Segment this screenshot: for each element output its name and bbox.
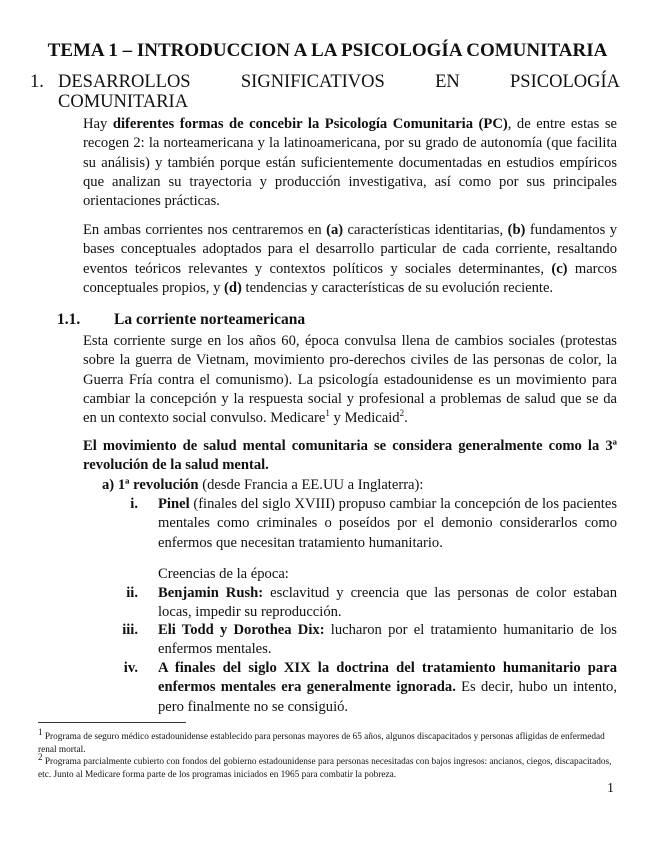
text: . xyxy=(404,410,408,427)
beliefs-label: Creencias de la época: xyxy=(158,566,289,582)
list-marker: ii. xyxy=(126,585,138,601)
text: En ambas corrientes nos centraremos en xyxy=(83,222,327,238)
footnote-ref[interactable]: 2 xyxy=(399,408,405,419)
section-number: 1. xyxy=(30,72,44,92)
footnote-text: Programa de seguro médico estadounidense establecido para personas mayores de 65 años, algunos discapacitados y personas afligidas de enfermedad renal mortal. xyxy=(38,732,605,755)
bold-text: Pinel xyxy=(158,496,190,512)
footnote-1 xyxy=(38,726,618,756)
document-title: TEMA 1 – INTRODUCCION A LA PSICOLOGÍA COMUNITARIA xyxy=(47,40,608,61)
list-item-iii xyxy=(122,621,617,660)
list-marker: iv. xyxy=(123,660,138,676)
list-marker: a) xyxy=(102,477,115,493)
text: lucharon por el tratamiento humanitario de los enfermos mentales. xyxy=(158,622,617,658)
footnote-number: 1 xyxy=(38,726,43,737)
bold-text: 1ª revolución xyxy=(117,477,199,493)
text: Es decir, hubo un intento, pero finalmente no se consiguió. xyxy=(158,679,618,715)
footnote-number: 2 xyxy=(38,751,43,762)
bold-text: (c) xyxy=(551,260,568,277)
text: (desde Francia a EE.UU a Inglaterra): xyxy=(198,477,424,493)
bold-text: A finales del siglo XIX la doctrina del tratamiento humanitario para enfermos mentales era generalmente ignorada. xyxy=(158,660,617,696)
text: tendencias y características de su evolución reciente. xyxy=(241,279,554,296)
text: y Medicaid xyxy=(329,410,400,427)
paragraph-intro xyxy=(83,115,617,211)
text: características identitarias, xyxy=(343,222,508,238)
list-marker: iii. xyxy=(122,622,138,638)
text: Esta corriente surge en los años 60, época convulsa llena de cambios sociales (protestas sobre la guerra de Vietnam, movimiento pro-derechos civiles de las personas de color, la Guerra Fría contra el comunismo). La psicología estadounidense es un movimiento para cambiar la concepción y la respuesta social y profesional a problemas de salud que se da en un contexto social convulso. Medicare xyxy=(83,333,617,427)
bold-text: (b) xyxy=(507,222,526,238)
paragraph-third-revolution: El movimiento de salud mental comunitaria se considera generalmente como la 3ª revolución de la salud mental. xyxy=(83,438,617,474)
bold-text: Benjamin Rush: xyxy=(158,585,264,601)
text: Hay xyxy=(83,116,113,132)
list-item-i xyxy=(130,495,617,553)
footnote-separator xyxy=(38,722,186,723)
bold-text: Eli Todd y Dorothea Dix: xyxy=(158,622,325,638)
section-1-1-heading xyxy=(57,311,306,329)
page-number: 1 xyxy=(607,781,614,796)
text: marcos conceptuales propios, y xyxy=(83,260,617,296)
text: esclavitud y creencia que las personas de color estaban locas, impedir su reproducción. xyxy=(158,585,617,621)
bold-text: (d) xyxy=(224,279,242,296)
list-item-ii xyxy=(126,584,617,623)
list-item-a xyxy=(102,476,617,495)
paragraph-north-american xyxy=(83,332,617,428)
footnote-2 xyxy=(38,751,618,781)
text: , de entre estas se recogen 2: la norteamericana y la latinoamericana, por su grado de autonomía (que facilita su análisis) y también porque están suficientemente documentadas en estudios empíricos que analizan su trayectoria y producción investigativa, así como por sus principales orientaciones prácticas. xyxy=(83,116,617,210)
text: (finales del siglo XVIII) propuso cambiar la concepción de los pacientes mentales como criminales o poseídos por el demonio considerarlos como enfermos que necesitan tratamiento humanitario. xyxy=(158,496,617,551)
list-item-iv xyxy=(123,659,618,717)
bold-text: (a) xyxy=(326,222,344,238)
section-title-line2: COMUNITARIA xyxy=(58,92,189,112)
bold-text: diferentes formas de concebir la Psicología Comunitaria (PC) xyxy=(112,116,508,132)
paragraph-focus xyxy=(83,221,617,298)
section-title-line1: DESARROLLOS SIGNIFICATIVOS EN PSICOLOGÍA xyxy=(58,72,620,92)
footnote-ref[interactable]: 1 xyxy=(325,408,330,419)
subsection-number: 1.1. xyxy=(57,311,81,328)
text: fundamentos y bases conceptuales adoptados para el desarrollo particular de cada corriente, resaltando eventos teóricos relevantes y contextos políticos y sociales determinantes, xyxy=(83,222,617,277)
section-1-heading xyxy=(30,72,620,112)
subsection-title: La corriente norteamericana xyxy=(114,311,306,328)
list-marker: i. xyxy=(130,496,138,512)
footnote-text: Programa parcialmente cubierto con fondos del gobierno estadounidense para personas necesitadas con bajos ingresos: ancianos, ciegos, discapacitados, etc. Junto al Medicare forma parte de los programas iniciados en 1965 para combatir la pobreza. xyxy=(38,757,612,780)
